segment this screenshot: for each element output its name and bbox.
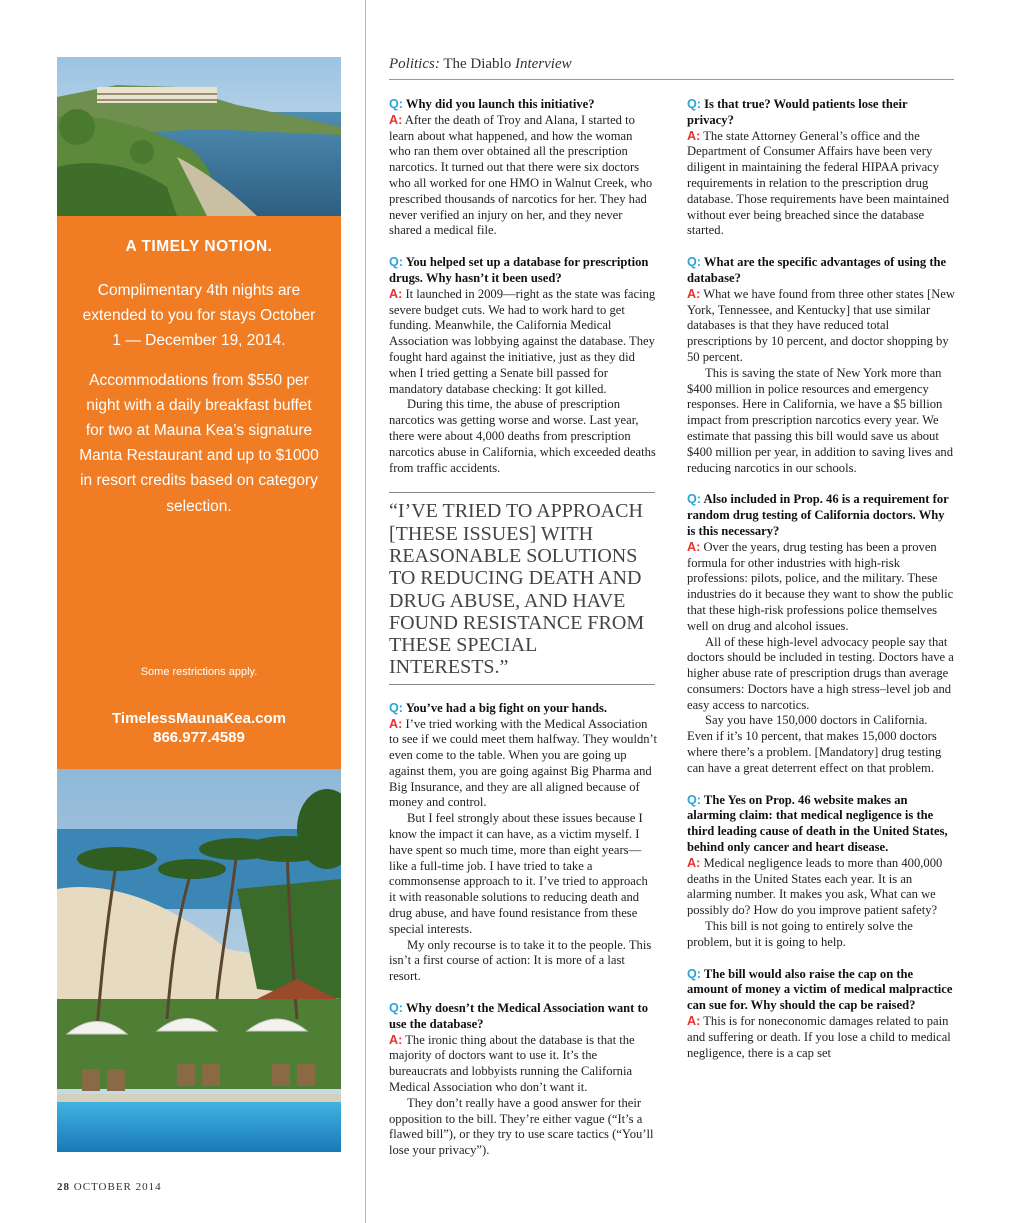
question-text: The Yes on Prop. 46 website makes an alarming claim: that medical negligence is the third leading cause of death in the United States, behind only cancer and heart disease. <box>687 792 948 855</box>
answer-paragraph: This bill is not going to entirely solve the problem, but it is going to help. <box>687 919 913 949</box>
question-text: Why doesn’t the Medical Association want to use the database? <box>389 1001 649 1031</box>
question <box>687 255 955 287</box>
answer-label: A: <box>389 286 403 301</box>
resort-pool-beach-photo <box>57 769 341 1152</box>
answer-label: A: <box>687 286 701 301</box>
section-title: The Diablo <box>443 56 512 72</box>
answer <box>389 113 657 239</box>
question-text: The bill would also raise the cap on the amount of money a victim of medical malpractice can sue for. Why should the cap be raised? <box>687 966 953 1013</box>
question-label: Q: <box>687 792 701 807</box>
answer-paragraph: During this time, the abuse of prescription narcotics was getting worse and worse. Last year, there were about 4,000 deaths from prescription narcotics abuse in California, which exceeded deaths from traffic accidents. <box>389 397 656 475</box>
qa-block <box>389 1001 657 1159</box>
qa-block <box>389 701 657 985</box>
question-text: Is that true? Would patients lose their privacy? <box>687 97 908 127</box>
qa-block <box>389 97 657 239</box>
qa-block <box>687 97 955 239</box>
question-label: Q: <box>389 255 403 270</box>
answer-label: A: <box>687 1014 701 1029</box>
answer <box>389 1033 657 1096</box>
answer <box>389 287 657 398</box>
answer-label: A: <box>687 539 701 554</box>
answer-paragraph: They don’t really have a good answer for their opposition to the bill. They’re either vague (“It’s a flawed bill”), or they try to use scare tactics (“You’ll lose your privacy”). <box>389 1095 654 1158</box>
answer-paragraph: But I feel strongly about these issues because I know the impact it can have, as a victim myself. I have spent so much time, more than eight years—like a full-time job. I have tried to take a commonsense approach to it. I’ve tried to approach it with reasonable solutions to reducing death and drug abuse, and have found resistance from these special interests. <box>389 811 648 936</box>
section-header <box>389 56 954 80</box>
section-kicker: Politics: <box>389 56 440 72</box>
article-column-1 <box>389 97 657 1175</box>
answer <box>687 540 955 635</box>
offer-phone: 866.977.4589 <box>153 729 245 746</box>
page-number: 28 <box>57 1181 70 1193</box>
question-label: Q: <box>687 492 701 507</box>
article-column-2 <box>687 97 955 1077</box>
question <box>389 1001 657 1033</box>
page-divider <box>365 0 366 1223</box>
qa-block <box>687 492 955 776</box>
question-label: Q: <box>687 966 701 981</box>
question <box>687 793 955 856</box>
question <box>389 97 657 113</box>
answer <box>389 717 657 812</box>
answer-label: A: <box>389 112 403 127</box>
offer-paragraph-2: Accommodations from $550 per night with a daily breakfast buffet for two at Mauna Kea’s signature Manta Restaurant and up to $1000 in resort credits based on category selection. <box>79 371 319 515</box>
answer <box>687 1014 955 1061</box>
qa-block <box>687 967 955 1062</box>
answer-text: I’ve tried working with the Medical Association to see if we could meet them halfway. They wouldn’t even come to the table. When you are going up against them, you are going against Big Pharma and Big Insurance, and they are all aligned because of money and control. <box>389 716 658 810</box>
pull-quote: “I’VE TRIED TO APPROACH [THESE ISSUES] WITH REASONABLE SOLUTIONS TO REDUCING DEATH AND DRUG ABUSE, AND HAVE FOUND RESISTANCE FROM THESE SPECIAL INTERESTS.” <box>389 492 655 684</box>
question <box>389 255 657 287</box>
qa-block <box>687 793 955 951</box>
question <box>389 701 657 717</box>
question-label: Q: <box>389 700 403 715</box>
qa-block <box>389 255 657 476</box>
question-label: Q: <box>687 255 701 270</box>
question <box>687 967 955 1014</box>
resort-hillside-photo <box>57 57 341 216</box>
qa-block <box>687 255 955 476</box>
offer-headline: A TIMELY NOTION. <box>125 238 273 255</box>
answer-text: Over the years, drug testing has been a proven formula for other industries with high-risk professions: pilots, police, and the military. These industries do it because they want to show the public that these high-risk professions police themselves well on drug and alcohol issues. <box>687 539 954 633</box>
question-label: Q: <box>389 97 403 111</box>
answer-label: A: <box>389 1032 403 1047</box>
answer-text: It launched in 2009—right as the state was facing severe budget cuts. We had to work hard to get funding. Meanwhile, the California Medical Association was lobbying against the database. They fought hard against the initiative, just as they did when I tried getting a Senate bill passed for mandatory database checking: It got killed. <box>389 286 656 396</box>
answer-paragraph: My only recourse is to take it to the people. This isn’t a first course of action: It is more of a last resort. <box>389 937 652 984</box>
answer <box>687 129 955 240</box>
answer-label: A: <box>687 128 701 143</box>
answer-label: A: <box>389 716 403 731</box>
answer <box>687 856 955 919</box>
question-text: You helped set up a database for prescription drugs. Why hasn’t it been used? <box>389 255 649 285</box>
answer-paragraph: Say you have 150,000 doctors in California. Even if it’s 10 percent, that makes 15,000 doctors where there’s a problem. [Mandatory] drug testing can have a great deterrent effect on that problem. <box>687 713 942 775</box>
question <box>687 97 955 129</box>
issue-date: OCTOBER 2014 <box>73 1181 162 1193</box>
question-text: What are the specific advantages of using the database? <box>687 255 947 285</box>
answer-text: The state Attorney General’s office and the Department of Consumer Affairs have been very diligent in maintaining the federal HIPAA privacy requirements in relation to the prescription drug database. Those requirements have been maintained without ever being breached since the database started. <box>687 128 950 238</box>
answer-text: After the death of Troy and Alana, I started to learn about what happened, and how the woman who ran them over obtained all the prescription narcotics. It turned out that there were six doctors who all worked for one HMO in Walnut Creek, who prescribed thousands of narcotics for her. They had never verified an injury on her, and they never shared a medical file. <box>389 112 653 238</box>
answer-text: Medical negligence leads to more than 400,000 deaths in the United States each year. It is an alarming number. It makes you ask, What can we possibly do? How do you improve patient safety? <box>687 855 943 918</box>
answer-text: This is for noneconomic damages related to pain and suffering or death. If you lose a child to medical negligence, there is a cap set <box>687 1014 951 1060</box>
question <box>687 492 955 539</box>
offer-website-link[interactable]: TimelessMaunaKea.com <box>112 710 286 727</box>
answer-label: A: <box>687 855 701 870</box>
question-text: Also included in Prop. 46 is a requirement for random drug testing of California doctors. Why is this necessary? <box>687 492 949 538</box>
page-footer <box>57 1181 162 1193</box>
offer-fine-print: Some restrictions apply. <box>140 666 258 678</box>
offer-paragraph-1: Complimentary 4th nights are extended to you for stays October 1 — December 19, 2014. <box>82 282 316 350</box>
question-label: Q: <box>389 1001 403 1016</box>
question-text: Why did you launch this initiative? <box>405 97 595 111</box>
answer-paragraph: All of these high-level advocacy people say that doctors should be included in testing. Doctors have a higher abuse rate of prescription drugs than average consumers: Doctors have a high stress–level job and easy access to narcotics. <box>687 634 954 712</box>
answer-text: What we have found from three other states [New York, Tennessee, and Kentucky] that use similar databases is that they have reduced total prescriptions by 10 percent, and doctor shopping by 50 percent. <box>687 286 955 364</box>
answer <box>687 287 955 366</box>
question-text: You’ve had a big fight on your hands. <box>405 700 608 715</box>
question-label: Q: <box>687 97 701 111</box>
offer-contact <box>57 709 341 747</box>
section-title-suffix: Interview <box>514 56 572 72</box>
offer-body <box>79 278 319 533</box>
resort-advertisement <box>57 57 341 1152</box>
answer-text: The ironic thing about the database is that the majority of doctors want to use it. It’s the bureaucrats and lobbyists running the California Medical Association who don’t want it. <box>389 1032 635 1095</box>
offer-panel <box>57 216 341 769</box>
answer-paragraph: This is saving the state of New York more than $400 million in police resources and emergency responses. Here in California, we have a $5 billion impact from prescription narcotics every year. We estimate that passing this bill would save us about $400 million per year, in addition to saving lives and reducing narcotics in our schools. <box>687 365 954 475</box>
